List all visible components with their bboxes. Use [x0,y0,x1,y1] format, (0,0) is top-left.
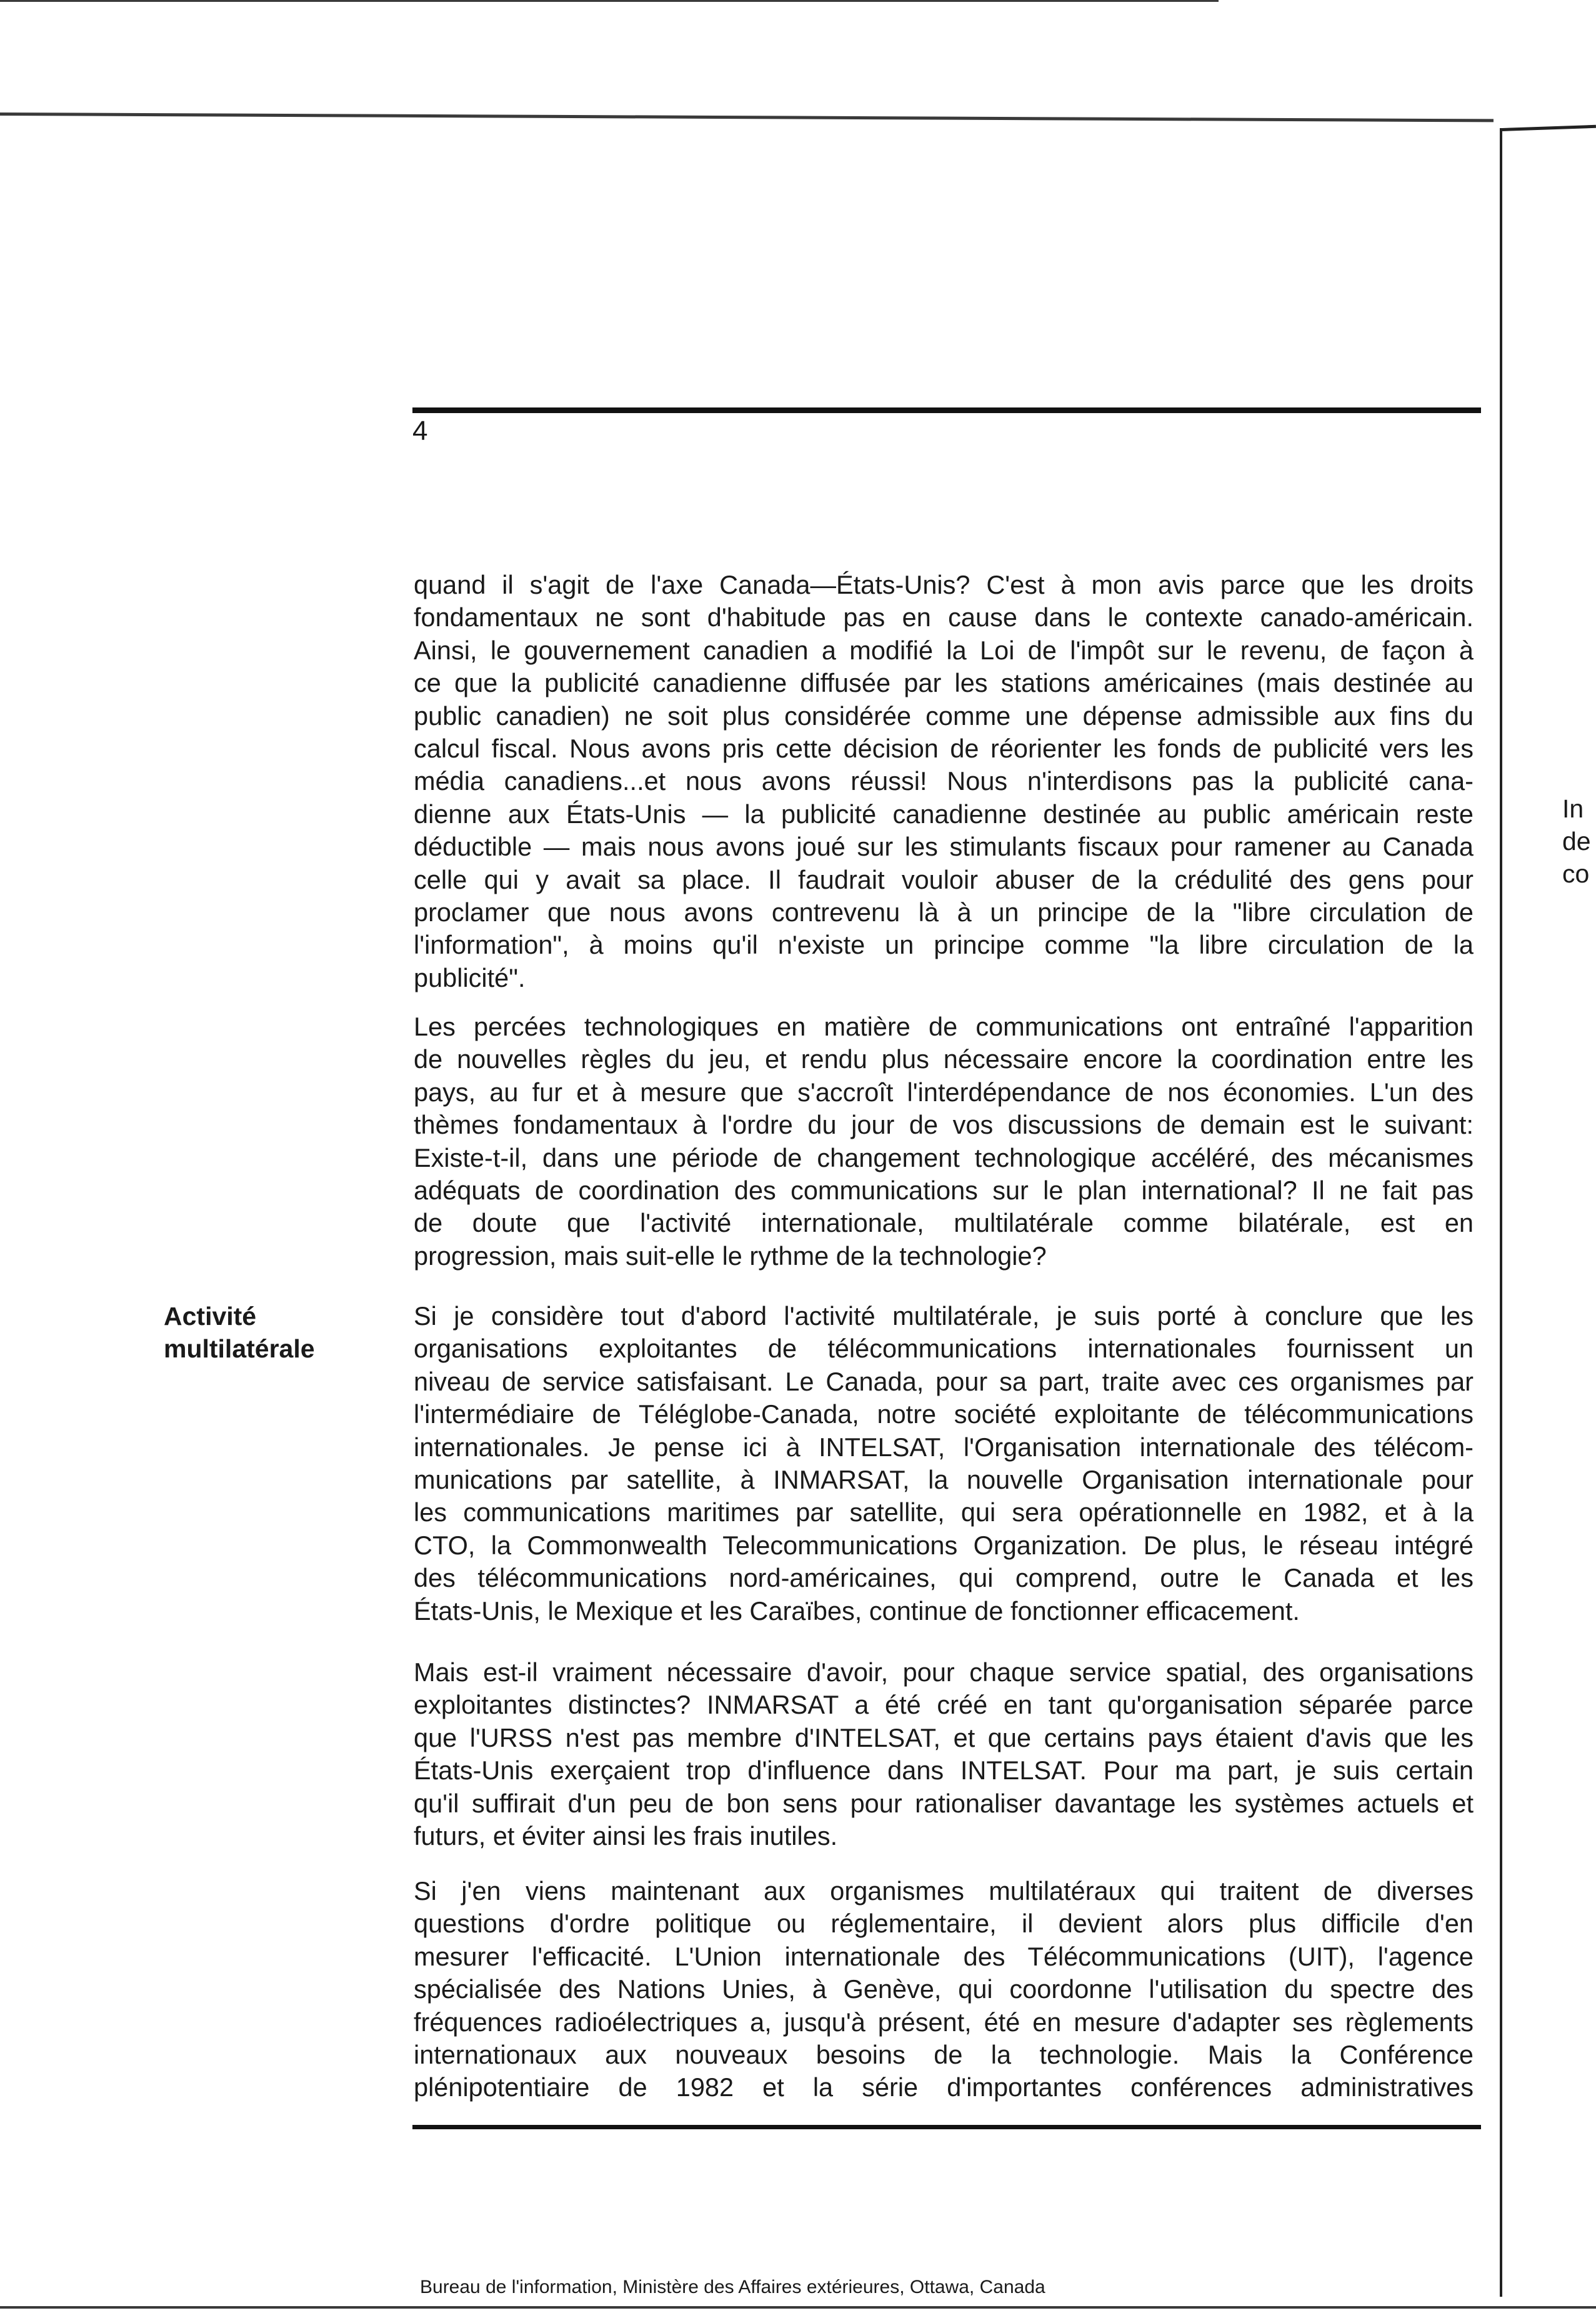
text-line: qu'il suffirait d'un peu de bon sens pour rationaliser davantage les systèmes actuels et [414,1788,1474,1818]
text-line: mesurer l'efficacité. L'Union internationale des Télécommunications (UIT), l'agence [414,1941,1474,1971]
text-line: celle qui y avait sa place. Il faudrait vouloir abuser de la crédulité des gens pour [414,864,1474,894]
text-line: plénipotentiaire de 1982 et la série d'importantes conférences administratives [414,2072,1474,2102]
text-line: dienne aux États-Unis — la publicité canadienne destinée au public américain reste [414,799,1474,829]
text-line: calcul fiscal. Nous avons pris cette décision de réorienter les fonds de publicité vers les [414,734,1474,764]
paragraph-2 [414,1011,1474,1272]
text-line: Ainsi, le gouvernement canadien a modifié la Loi de l'impôt sur le revenu, de façon à [414,635,1474,665]
text-line: de doute que l'activité internationale, multilatérale comme bilatérale, est en [414,1208,1474,1238]
paragraph-5 [414,1875,1474,2104]
next-page-top-edge [1502,125,1596,131]
next-page-fragment-line: In [1562,794,1584,823]
header-rule [412,407,1481,413]
text-line: Mais est-il vraiment nécessaire d'avoir, pour chaque service spatial, des organisations [414,1657,1474,1687]
text-line: progression, mais suit-elle le rythme de la technologie? [414,1241,1047,1271]
text-line: niveau de service satisfaisant. Le Canada, pour sa part, traite avec ces organismes par [414,1366,1474,1396]
text-line: organisations exploitantes de télécommunications internationales fournissent un [414,1334,1474,1364]
bottom-scan-rule [0,2306,1596,2309]
margin-heading-line: Activité [164,1302,257,1331]
text-line: fréquences radioélectriques a, jusqu'à présent, été en mesure d'adapter ses règlements [414,2007,1474,2037]
text-line: adéquats de coordination des communications sur le plan international? Il ne fait pas [414,1176,1474,1206]
text-line: CTO, la Commonwealth Telecommunications Organization. De plus, le réseau intégré [414,1530,1474,1560]
next-page-fragment-line: co [1562,859,1590,888]
text-line: que l'URSS n'est pas membre d'INTELSAT, et que certains pays étaient d'avis que les [414,1722,1474,1752]
text-line: internationales. Je pense ici à INTELSAT, l'Organisation internationale des télécom- [414,1432,1474,1462]
text-line: thèmes fondamentaux à l'ordre du jour de vos discussions de demain est le suivant: [414,1110,1474,1140]
text-line: Si j'en viens maintenant aux organismes multilatéraux qui traitent de diverses [414,1876,1474,1906]
footer-credit: Bureau de l'information, Ministère des Affaires extérieures, Ottawa, Canada [420,2277,1045,2297]
text-line: de nouvelles règles du jeu, et rendu plus nécessaire encore la coordination entre les [414,1044,1474,1074]
margin-heading [164,1300,315,1365]
text-line: fondamentaux ne sont d'habitude pas en cause dans le contexte canado-américain. [414,602,1474,632]
text-line: déductible — mais nous avons joué sur les stimulants fiscaux pour ramener au Canada [414,832,1474,862]
text-line: Existe-t-il, dans une période de changement technologique accéléré, des mécanismes [414,1142,1474,1172]
margin-heading-line: multilatérale [164,1334,315,1363]
text-line: Si je considère tout d'abord l'activité multilatérale, je suis porté à conclure que les [414,1301,1474,1331]
text-line: l'information", à moins qu'il n'existe un principe comme "la libre circulation de la [414,930,1474,960]
text-line: l'intermédiaire de Téléglobe-Canada, notre société exploitante de télécommunications [414,1399,1474,1429]
text-line: États-Unis, le Mexique et les Caraïbes, continue de fonctionner efficacement. [414,1596,1300,1626]
text-line: média canadiens...et nous avons réussi! Nous n'interdisons pas la publicité cana- [414,766,1474,796]
page-number: 4 [412,416,428,446]
text-line: États-Unis exerçaient trop d'influence dans INTELSAT. Pour ma part, je suis certain [414,1756,1474,1786]
next-page-fragment [1562,792,1591,890]
footer-rule [412,2125,1481,2129]
text-line: des télécommunications nord-américaines, qui comprend, outre le Canada et les [414,1563,1474,1593]
text-line: Les percées technologiques en matière de communications ont entraîné l'apparition [414,1012,1474,1041]
text-line: munications par satellite, à INMARSAT, la nouvelle Organisation internationale pour [414,1465,1474,1495]
text-line: spécialisée des Nations Unies, à Genève, qui coordonne l'utilisation du spectre des [414,1974,1474,2004]
next-page-fragment-line: de [1562,827,1591,856]
text-line: questions d'ordre politique ou réglementaire, il devient alors plus difficile d'en [414,1909,1474,1939]
page-right-edge [1500,128,1502,2297]
top-scan-edge [0,0,1219,2]
text-line: proclamer que nous avons contrevenu là à un principe de la "libre circulation de [414,897,1474,927]
text-line: futurs, et éviter ainsi les frais inutiles. [414,1821,838,1851]
paragraph-4 [414,1656,1474,1852]
text-line: ce que la publicité canadienne diffusée par les stations américaines (mais destinée au [414,668,1474,698]
text-line: les communications maritimes par satellite, qui sera opérationnelle en 1982, et à la [414,1497,1474,1527]
paragraph-3 [414,1300,1474,1627]
paragraph-1 [414,569,1474,994]
text-line: public canadien) ne soit plus considérée comme une dépense admissible aux fins du [414,701,1474,731]
top-scan-rule [0,112,1494,122]
text-line: pays, au fur et à mesure que s'accroît l'interdépendance de nos économies. L'un des [414,1077,1474,1107]
text-line: exploitantes distinctes? INMARSAT a été créé en tant qu'organisation séparée parce [414,1690,1474,1720]
text-line: internationaux aux nouveaux besoins de la technologie. Mais la Conférence [414,2040,1474,2070]
text-line: publicité". [414,962,526,992]
text-line: quand il s'agit de l'axe Canada—États-Unis? C'est à mon avis parce que les droits [414,570,1474,599]
